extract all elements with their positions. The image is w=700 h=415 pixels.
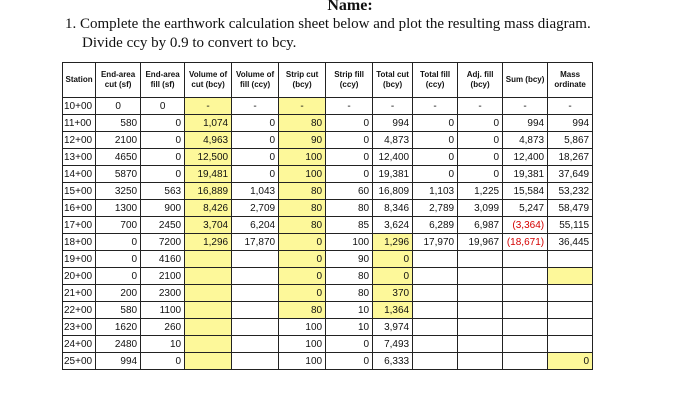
table-cell xyxy=(548,336,593,353)
table-cell: 5,247 xyxy=(503,200,548,217)
table-row xyxy=(63,336,593,353)
table-cell xyxy=(458,285,503,302)
station-cell: 15+00 xyxy=(63,183,96,200)
table-cell: 19,481 xyxy=(185,166,232,183)
table-cell xyxy=(185,319,232,336)
table-row xyxy=(63,183,593,200)
column-header: Mass ordinate xyxy=(548,63,593,98)
column-header: Total fill (ccy) xyxy=(413,63,458,98)
station-cell: 16+00 xyxy=(63,200,96,217)
table-cell: 0 xyxy=(141,132,185,149)
table-row xyxy=(63,285,593,302)
table-cell: 580 xyxy=(96,115,141,132)
table-cell xyxy=(232,353,279,370)
column-header: Strip fill (ccy) xyxy=(326,63,373,98)
table-cell: - xyxy=(232,98,279,115)
table-cell: 8,426 xyxy=(185,200,232,217)
table-cell xyxy=(413,251,458,268)
table-cell: 1,043 xyxy=(232,183,279,200)
table-cell: 0 xyxy=(96,251,141,268)
table-cell: 90 xyxy=(279,132,326,149)
table-cell xyxy=(458,353,503,370)
table-cell: 900 xyxy=(141,200,185,217)
table-cell: 12,400 xyxy=(503,149,548,166)
table-cell: 7,493 xyxy=(373,336,413,353)
table-cell: 0 xyxy=(279,234,326,251)
table-cell: 58,479 xyxy=(548,200,593,217)
table-cell xyxy=(503,319,548,336)
table-cell: 6,289 xyxy=(413,217,458,234)
table-cell xyxy=(232,319,279,336)
table-cell: 0 xyxy=(96,234,141,251)
station-cell: 14+00 xyxy=(63,166,96,183)
table-cell: 10 xyxy=(326,319,373,336)
table-cell: 100 xyxy=(279,353,326,370)
table-cell: 0 xyxy=(232,149,279,166)
table-cell: 100 xyxy=(279,166,326,183)
table-cell xyxy=(548,302,593,319)
table-cell: 80 xyxy=(326,268,373,285)
table-cell: 994 xyxy=(503,115,548,132)
table-row xyxy=(63,217,593,234)
table-cell xyxy=(232,251,279,268)
table-row xyxy=(63,166,593,183)
table-cell xyxy=(503,302,548,319)
table-row xyxy=(63,200,593,217)
name-label: Name: xyxy=(327,0,373,14)
station-cell: 25+00 xyxy=(63,353,96,370)
problem-line-1: 1. Complete the earthwork calculation sheet below and plot the resulting mass diagram. xyxy=(65,16,591,32)
table-cell: 2450 xyxy=(141,217,185,234)
table-cell: 17,870 xyxy=(232,234,279,251)
table-cell: - xyxy=(279,98,326,115)
table-cell: - xyxy=(185,98,232,115)
table-row xyxy=(63,98,593,115)
table-cell: 1,364 xyxy=(373,302,413,319)
table-cell xyxy=(413,268,458,285)
table-cell xyxy=(548,285,593,302)
table-cell: 100 xyxy=(279,319,326,336)
table-cell: 19,381 xyxy=(373,166,413,183)
station-cell: 13+00 xyxy=(63,149,96,166)
table-cell: 80 xyxy=(279,183,326,200)
table-row xyxy=(63,234,593,251)
column-header: Strip cut (bcy) xyxy=(279,63,326,98)
table-cell xyxy=(503,251,548,268)
table-cell: 19,967 xyxy=(458,234,503,251)
table-cell: 15,584 xyxy=(503,183,548,200)
table-cell xyxy=(503,336,548,353)
table-cell: 16,809 xyxy=(373,183,413,200)
table-cell: 700 xyxy=(96,217,141,234)
table-cell: 0 xyxy=(232,132,279,149)
table-cell xyxy=(185,251,232,268)
station-cell: 24+00 xyxy=(63,336,96,353)
table-cell: 80 xyxy=(279,217,326,234)
table-cell: 100 xyxy=(326,234,373,251)
table-cell: 994 xyxy=(96,353,141,370)
station-cell: 11+00 xyxy=(63,115,96,132)
table-cell: 100 xyxy=(279,336,326,353)
table-cell: 55,115 xyxy=(548,217,593,234)
table-cell: 0 xyxy=(413,166,458,183)
table-cell: 1,296 xyxy=(373,234,413,251)
table-cell: 994 xyxy=(373,115,413,132)
table-row xyxy=(63,268,593,285)
problem-line-2: Divide ccy by 0.9 to convert to bcy. xyxy=(82,35,297,51)
table-cell: - xyxy=(548,98,593,115)
station-cell: 20+00 xyxy=(63,268,96,285)
table-cell: 80 xyxy=(326,285,373,302)
column-header: Volume of cut (bcy) xyxy=(185,63,232,98)
table-cell: 80 xyxy=(279,115,326,132)
table-cell: 12,400 xyxy=(373,149,413,166)
table-cell: 0 xyxy=(458,132,503,149)
table-cell: 1620 xyxy=(96,319,141,336)
column-header: Station xyxy=(63,63,96,98)
column-header: Adj. fill (bcy) xyxy=(458,63,503,98)
station-cell: 23+00 xyxy=(63,319,96,336)
table-cell xyxy=(548,251,593,268)
table-cell: 8,346 xyxy=(373,200,413,217)
table-cell: 3,974 xyxy=(373,319,413,336)
table-cell: 0 xyxy=(141,149,185,166)
table-cell xyxy=(458,302,503,319)
table-cell: 0 xyxy=(413,149,458,166)
table-cell: 0 xyxy=(326,149,373,166)
table-cell xyxy=(232,285,279,302)
table-cell: 6,333 xyxy=(373,353,413,370)
table-row xyxy=(63,302,593,319)
table-cell: 80 xyxy=(279,302,326,319)
earthwork-table xyxy=(62,62,593,370)
table-cell: - xyxy=(458,98,503,115)
table-cell: 0 xyxy=(458,115,503,132)
table-cell: 17,970 xyxy=(413,234,458,251)
table-cell: 994 xyxy=(548,115,593,132)
table-cell: 0 xyxy=(373,251,413,268)
table-cell: 53,232 xyxy=(548,183,593,200)
table-cell: - xyxy=(413,98,458,115)
table-cell: 260 xyxy=(141,319,185,336)
table-cell: 370 xyxy=(373,285,413,302)
table-cell: 0 xyxy=(458,149,503,166)
table-row xyxy=(63,251,593,268)
table-cell xyxy=(458,319,503,336)
table-cell: (3,364) xyxy=(503,217,548,234)
table-cell: 10 xyxy=(141,336,185,353)
table-cell: 5,867 xyxy=(548,132,593,149)
table-cell: 0 xyxy=(96,268,141,285)
table-cell: 0 xyxy=(232,166,279,183)
table-cell: 4,873 xyxy=(503,132,548,149)
table-cell: 80 xyxy=(279,200,326,217)
table-cell: - xyxy=(373,98,413,115)
table-cell: 4160 xyxy=(141,251,185,268)
table-row xyxy=(63,132,593,149)
table-cell xyxy=(232,268,279,285)
table-row xyxy=(63,149,593,166)
table-cell: 0 xyxy=(141,166,185,183)
table-row xyxy=(63,115,593,132)
table-cell xyxy=(413,319,458,336)
table-cell: 1,103 xyxy=(413,183,458,200)
table-cell xyxy=(503,285,548,302)
table-cell xyxy=(503,268,548,285)
table-cell: 1,225 xyxy=(458,183,503,200)
station-cell: 18+00 xyxy=(63,234,96,251)
table-cell: 0 xyxy=(326,132,373,149)
table-cell: 0 xyxy=(232,115,279,132)
table-cell: 0 xyxy=(96,98,141,115)
table-cell: 0 xyxy=(141,115,185,132)
table-cell: - xyxy=(503,98,548,115)
table-row xyxy=(63,353,593,370)
table-cell: 3,624 xyxy=(373,217,413,234)
table-cell: 0 xyxy=(548,353,593,370)
table-cell: 0 xyxy=(279,268,326,285)
table-cell xyxy=(413,336,458,353)
column-header: End-area cut (sf) xyxy=(96,63,141,98)
station-cell: 22+00 xyxy=(63,302,96,319)
station-cell: 17+00 xyxy=(63,217,96,234)
table-cell: 0 xyxy=(326,336,373,353)
table-cell xyxy=(185,353,232,370)
table-cell: 0 xyxy=(141,353,185,370)
table-cell: 2300 xyxy=(141,285,185,302)
table-cell: 1300 xyxy=(96,200,141,217)
station-cell: 21+00 xyxy=(63,285,96,302)
table-cell: 6,987 xyxy=(458,217,503,234)
table-cell: 0 xyxy=(326,353,373,370)
column-header: Total cut (bcy) xyxy=(373,63,413,98)
table-cell: 0 xyxy=(279,251,326,268)
table-cell: (18,671) xyxy=(503,234,548,251)
table-cell: 85 xyxy=(326,217,373,234)
table-cell: 80 xyxy=(326,200,373,217)
table-cell: 0 xyxy=(413,115,458,132)
table-cell: 4650 xyxy=(96,149,141,166)
table-cell: 3,704 xyxy=(185,217,232,234)
table-cell xyxy=(458,251,503,268)
table-cell xyxy=(185,336,232,353)
table-cell: 580 xyxy=(96,302,141,319)
table-cell xyxy=(548,319,593,336)
table-cell: 7200 xyxy=(141,234,185,251)
table-cell xyxy=(185,268,232,285)
table-cell: 60 xyxy=(326,183,373,200)
table-cell: 90 xyxy=(326,251,373,268)
table-cell xyxy=(413,353,458,370)
table-cell: 6,204 xyxy=(232,217,279,234)
table-cell: 563 xyxy=(141,183,185,200)
table-cell: - xyxy=(326,98,373,115)
table-cell: 2100 xyxy=(96,132,141,149)
table-cell: 5870 xyxy=(96,166,141,183)
table-cell: 200 xyxy=(96,285,141,302)
station-cell: 12+00 xyxy=(63,132,96,149)
table-cell: 100 xyxy=(279,149,326,166)
table-cell: 4,963 xyxy=(185,132,232,149)
table-cell: 2100 xyxy=(141,268,185,285)
table-row xyxy=(63,319,593,336)
column-header: End-area fill (sf) xyxy=(141,63,185,98)
table-cell: 1100 xyxy=(141,302,185,319)
table-cell xyxy=(185,302,232,319)
problem-statement xyxy=(65,15,591,53)
table-cell xyxy=(413,285,458,302)
table-cell xyxy=(232,302,279,319)
table-cell: 1,074 xyxy=(185,115,232,132)
column-header: Sum (bcy) xyxy=(503,63,548,98)
table-cell: 1,296 xyxy=(185,234,232,251)
table-cell: 3,099 xyxy=(458,200,503,217)
station-cell: 10+00 xyxy=(63,98,96,115)
column-header: Volume of fill (ccy) xyxy=(232,63,279,98)
table-cell: 0 xyxy=(141,98,185,115)
table-cell xyxy=(185,285,232,302)
table-cell xyxy=(413,302,458,319)
table-cell: 10 xyxy=(326,302,373,319)
table-cell: 0 xyxy=(413,132,458,149)
table-cell: 0 xyxy=(279,285,326,302)
station-cell: 19+00 xyxy=(63,251,96,268)
table-cell xyxy=(458,268,503,285)
table-cell xyxy=(232,336,279,353)
table-cell: 16,889 xyxy=(185,183,232,200)
table-cell: 37,649 xyxy=(548,166,593,183)
table-cell: 19,381 xyxy=(503,166,548,183)
table-cell: 2480 xyxy=(96,336,141,353)
table-cell: 18,267 xyxy=(548,149,593,166)
table-cell: 36,445 xyxy=(548,234,593,251)
table-cell: 4,873 xyxy=(373,132,413,149)
table-cell: 0 xyxy=(326,166,373,183)
table-cell: 2,709 xyxy=(232,200,279,217)
table-cell: 12,500 xyxy=(185,149,232,166)
table-cell: 2,789 xyxy=(413,200,458,217)
table-cell: 3250 xyxy=(96,183,141,200)
table-cell xyxy=(548,268,593,285)
table-cell xyxy=(503,353,548,370)
table-cell: 0 xyxy=(458,166,503,183)
table-cell: 0 xyxy=(326,115,373,132)
table-cell xyxy=(458,336,503,353)
table-cell: 0 xyxy=(373,268,413,285)
table-header-row xyxy=(63,63,593,98)
